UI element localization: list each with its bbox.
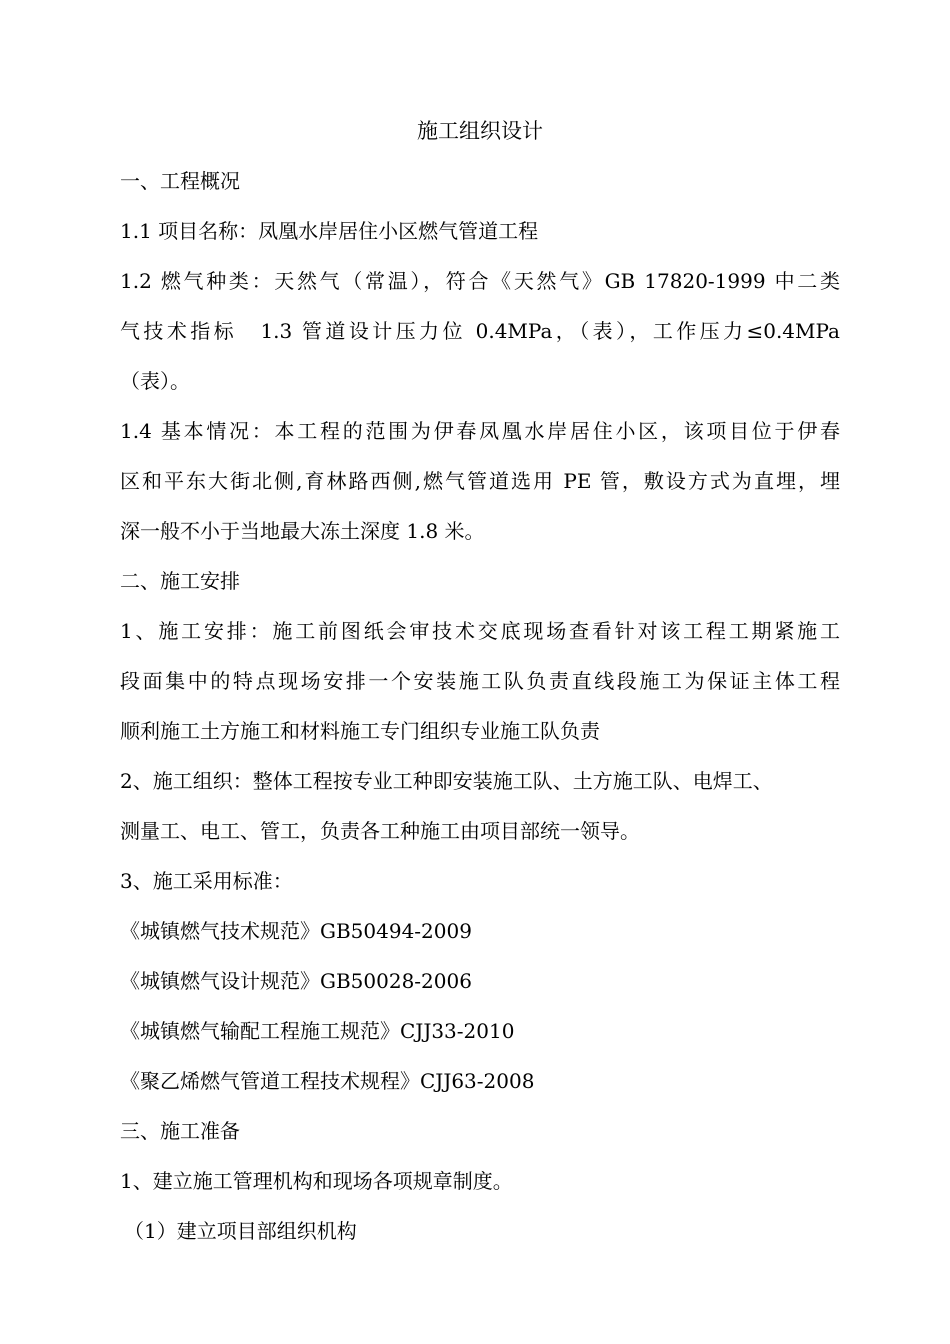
section-heading-overview: 一、工程概况	[120, 169, 240, 193]
standard-item: 《城镇燃气技术规范》GB50494-2009	[120, 919, 472, 943]
paragraph-line: 1、建立施工管理机构和现场各项规章制度。	[120, 1169, 513, 1193]
standard-item: 《城镇燃气输配工程施工规范》CJJ33-2010	[120, 1019, 515, 1043]
paragraph-line: 1、施工安排：施工前图纸会审技术交底现场查看针对该工程工期紧施工	[120, 619, 840, 643]
paragraph-line: 气技术指标 1.3 管道设计压力位 0.4MPa，（表），工作压力≤0.4MPa	[120, 319, 840, 343]
paragraph-line: （表）。	[120, 369, 190, 393]
standard-item: 《聚乙烯燃气管道工程技术规程》CJJ63-2008	[120, 1069, 535, 1093]
paragraph-line: 段面集中的特点现场安排一个安装施工队负责直线段施工为保证主体工程	[120, 669, 840, 693]
paragraph-line: 2、施工组织：整体工程按专业工种即安装施工队、土方施工队、电焊工、	[120, 769, 773, 793]
paragraph-line: 深一般不小于当地最大冻土深度 1.8 米。	[120, 519, 485, 543]
paragraph-line: 顺利施工土方施工和材料施工专门组织专业施工队负责	[120, 719, 600, 743]
section-heading-arrangement: 二、施工安排	[120, 569, 240, 593]
standard-item: 《城镇燃气设计规范》GB50028-2006	[120, 969, 472, 993]
paragraph-line: 1.1 项目名称：凤凰水岸居住小区燃气管道工程	[120, 219, 539, 243]
document-title: 施工组织设计	[417, 119, 543, 143]
paragraph-line: 3、施工采用标准：	[120, 869, 293, 893]
section-heading-preparation: 三、施工准备	[120, 1119, 240, 1143]
paragraph-line: （1）建立项目部组织机构	[124, 1219, 357, 1243]
paragraph-line: 测量工、电工、管工，负责各工种施工由项目部统一领导。	[120, 819, 640, 843]
paragraph-line: 1.4 基本情况：本工程的范围为伊春凤凰水岸居住小区，该项目位于伊春	[120, 419, 840, 443]
paragraph-line: 区和平东大街北侧,育林路西侧,燃气管道选用 PE 管，敷设方式为直埋，埋	[120, 469, 840, 493]
paragraph-line: 1.2 燃气种类：天然气（常温），符合《天然气》GB 17820-1999 中二类	[120, 269, 840, 293]
document-body	[120, 106, 840, 1256]
